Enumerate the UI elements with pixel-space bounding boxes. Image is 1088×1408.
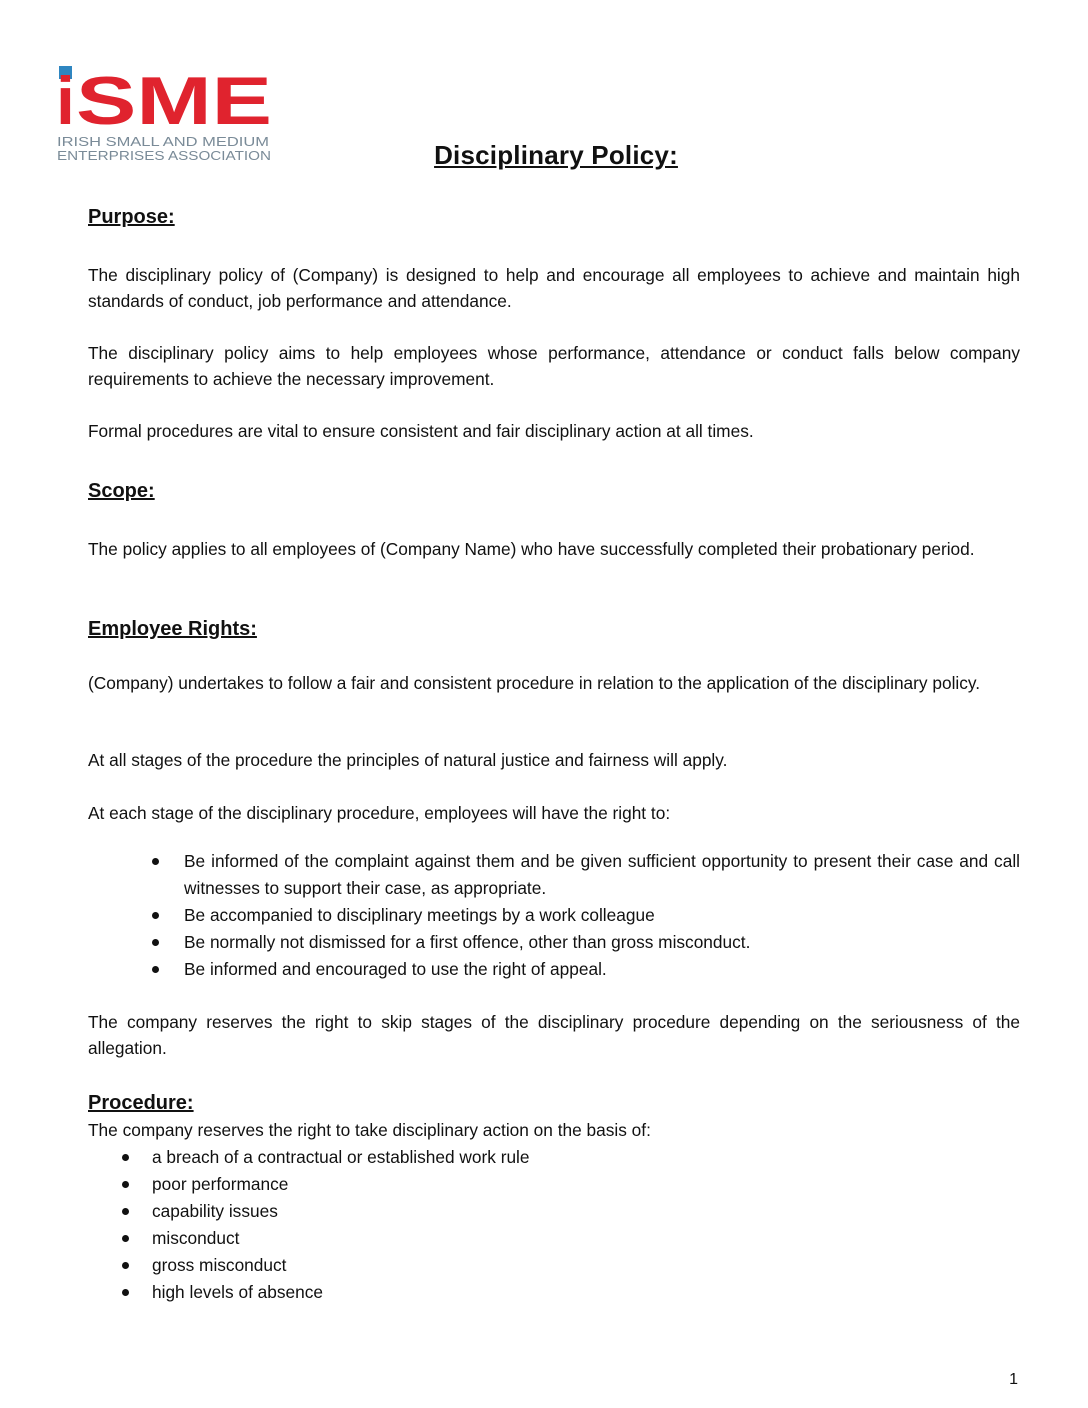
- procedure-list: [152, 1144, 1020, 1306]
- list-item: [184, 848, 1020, 902]
- list-item: [152, 1198, 1020, 1225]
- list-item-text: a breach of a contractual or established work rule: [152, 1147, 530, 1167]
- scope-paragraph-1: The policy applies to all employees of (Company Name) who have successfully completed their probationary period.: [88, 539, 975, 559]
- logo-wordmark-i: i: [56, 63, 75, 139]
- purpose-paragraph-2: The disciplinary policy aims to help employees whose performance, attendance or conduct falls below company requirements to achieve the necessary improvement.: [88, 343, 1020, 389]
- list-item-text: poor performance: [152, 1174, 289, 1194]
- bullet-icon: [122, 1208, 129, 1215]
- bullet-icon: [122, 1181, 129, 1188]
- employee-rights-closing: The company reserves the right to skip stages of the disciplinary procedure depending on the seriousness of the allegation.: [88, 1012, 1020, 1058]
- list-item: [152, 1171, 1020, 1198]
- list-item-text: Be informed and encouraged to use the right of appeal.: [184, 959, 607, 979]
- page-number: 1: [1009, 1371, 1018, 1388]
- list-item: [152, 1279, 1020, 1306]
- purpose-paragraph-1: The disciplinary policy of (Company) is designed to help and encourage all employees to achieve and maintain high standards of conduct, job performance and attendance.: [88, 265, 1020, 311]
- employee-rights-paragraph-2: At all stages of the procedure the principles of natural justice and fairness will apply.: [88, 750, 728, 770]
- employee-rights-paragraph-3: At each stage of the disciplinary procedure, employees will have the right to:: [88, 803, 671, 823]
- bullet-icon: [122, 1154, 129, 1161]
- procedure-heading: Procedure:: [88, 1092, 194, 1114]
- list-item-text: high levels of absence: [152, 1282, 324, 1302]
- bullet-icon: [152, 966, 159, 973]
- document-title: Disciplinary Policy:: [434, 140, 678, 170]
- list-item-text: misconduct: [152, 1228, 240, 1248]
- bullet-icon: [122, 1235, 129, 1242]
- bullet-icon: [152, 858, 159, 865]
- employee-rights-list: [184, 848, 1020, 983]
- bullet-icon: [152, 939, 159, 946]
- list-item: [152, 1225, 1020, 1252]
- list-item: [152, 1252, 1020, 1279]
- list-item-text: gross misconduct: [152, 1255, 287, 1275]
- bullet-icon: [152, 912, 159, 919]
- list-item: [152, 1144, 1020, 1171]
- bullet-icon: [122, 1262, 129, 1269]
- list-item: [184, 902, 1020, 929]
- procedure-intro: The company reserves the right to take disciplinary action on the basis of:: [88, 1120, 651, 1140]
- logo-wordmark: SME: [76, 63, 272, 139]
- bullet-icon: [122, 1289, 129, 1296]
- purpose-heading: Purpose:: [88, 206, 175, 228]
- list-item-text: Be normally not dismissed for a first offence, other than gross misconduct.: [184, 932, 751, 952]
- purpose-paragraph-3: Formal procedures are vital to ensure consistent and fair disciplinary action at all times.: [88, 421, 754, 441]
- logo-tagline-line1: IRISH SMALL AND MEDIUM: [57, 134, 269, 149]
- logo-tagline-line2: ENTERPRISES ASSOCIATION: [57, 148, 271, 163]
- list-item: [184, 929, 1020, 956]
- list-item-text: Be accompanied to disciplinary meetings by a work colleague: [184, 905, 655, 925]
- employee-rights-paragraph-1: (Company) undertakes to follow a fair and consistent procedure in relation to the application of the disciplinary policy.: [88, 673, 981, 693]
- list-item-text: Be informed of the complaint against them and be given sufficient opportunity to present their case and call witnesses to support their case, as appropriate.: [184, 851, 1020, 898]
- scope-heading: Scope:: [88, 480, 155, 502]
- list-item-text: capability issues: [152, 1201, 278, 1221]
- list-item: [184, 956, 1020, 983]
- employee-rights-heading: Employee Rights:: [88, 618, 257, 640]
